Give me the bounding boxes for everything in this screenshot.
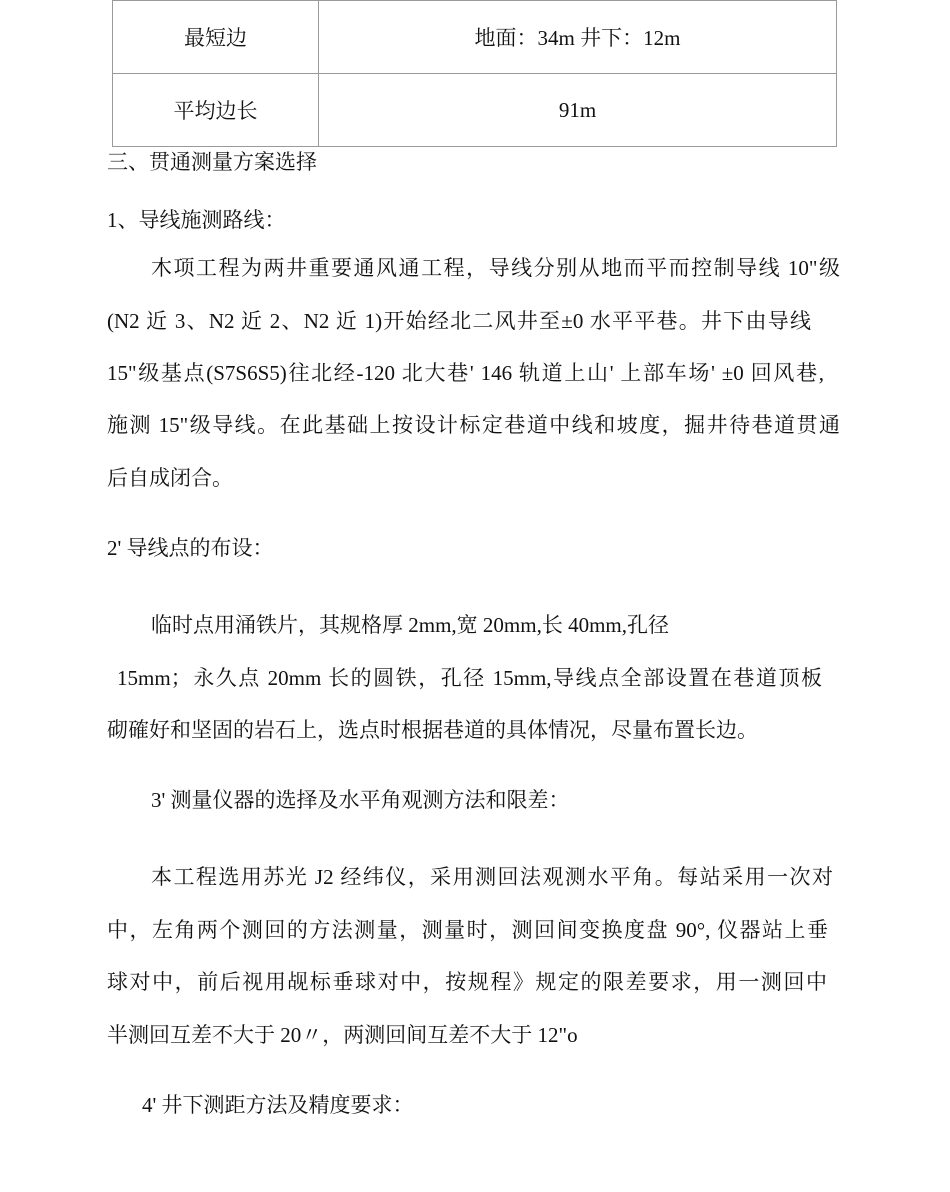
- paragraph-line: 15mm；永久点 20mm 长的圆铁，孔径 15mm,导线点全部设置在巷道顶板: [117, 666, 822, 690]
- table-cell-label: 最短边: [113, 1, 319, 74]
- paragraph-line: 施测 15"级导线。在此基础上按设计标定巷道中线和坡度，掘井待巷道贯通: [107, 413, 840, 437]
- paragraph-line: 15"级基点(S7S6S5)往北经-120 北大巷' 146 轨道上山' 上部车场' ±0 回风巷,: [107, 361, 824, 385]
- paragraph-line: 中，左角两个测回的方法测量，测量时，测回间变换度盘 90°, 仪器站上垂: [107, 918, 828, 942]
- paragraph-line: 临时点用涌铁片，其规格厚 2mm,宽 20mm,长 40mm,孔径: [151, 613, 670, 637]
- paragraph-line: 砌確好和坚固的岩石上，选点时根据巷道的具体情况，尽量布置长边。: [107, 718, 758, 742]
- paragraph-line: 球对中，前后视用觇标垂球对中，按规程》规定的限差要求，用一测回中: [107, 970, 827, 994]
- table-cell-value: 地面：34m 井下：12m: [319, 1, 837, 74]
- table-cell-label: 平均边长: [113, 74, 319, 147]
- section-heading: 三、贯通测量方案选择: [107, 150, 317, 174]
- subsection-heading: 3' 测量仪器的选择及水平角观测方法和限差：: [151, 788, 570, 812]
- parameter-table: [112, 0, 837, 147]
- subsection-heading: 4' 井下测距方法及精度要求：: [142, 1093, 414, 1117]
- paragraph-line: 木项工程为两井重要通风通工程，导线分别从地而平而控制导线 10"级: [151, 256, 840, 280]
- table-cell-value: 91m: [319, 74, 837, 147]
- subsection-heading: 1、导线施测路线：: [107, 208, 286, 232]
- paragraph-line: (N2 近 3、N2 近 2、N2 近 1)开始经北二风井至±0 水平平巷。井下由导线: [107, 309, 811, 333]
- paragraph-line: 本工程选用苏光 J2 经纬仪，采用测回法观测水平角。每站采用一次对: [151, 865, 833, 889]
- subsection-heading: 2' 导线点的布设：: [107, 536, 274, 560]
- table-row: [113, 1, 837, 74]
- table-row: [113, 74, 837, 147]
- paragraph-line: 后自成闭合。: [107, 466, 233, 490]
- paragraph-line: 半测回互差不大于 20〃，两测回间互差不大于 12"o: [107, 1023, 578, 1047]
